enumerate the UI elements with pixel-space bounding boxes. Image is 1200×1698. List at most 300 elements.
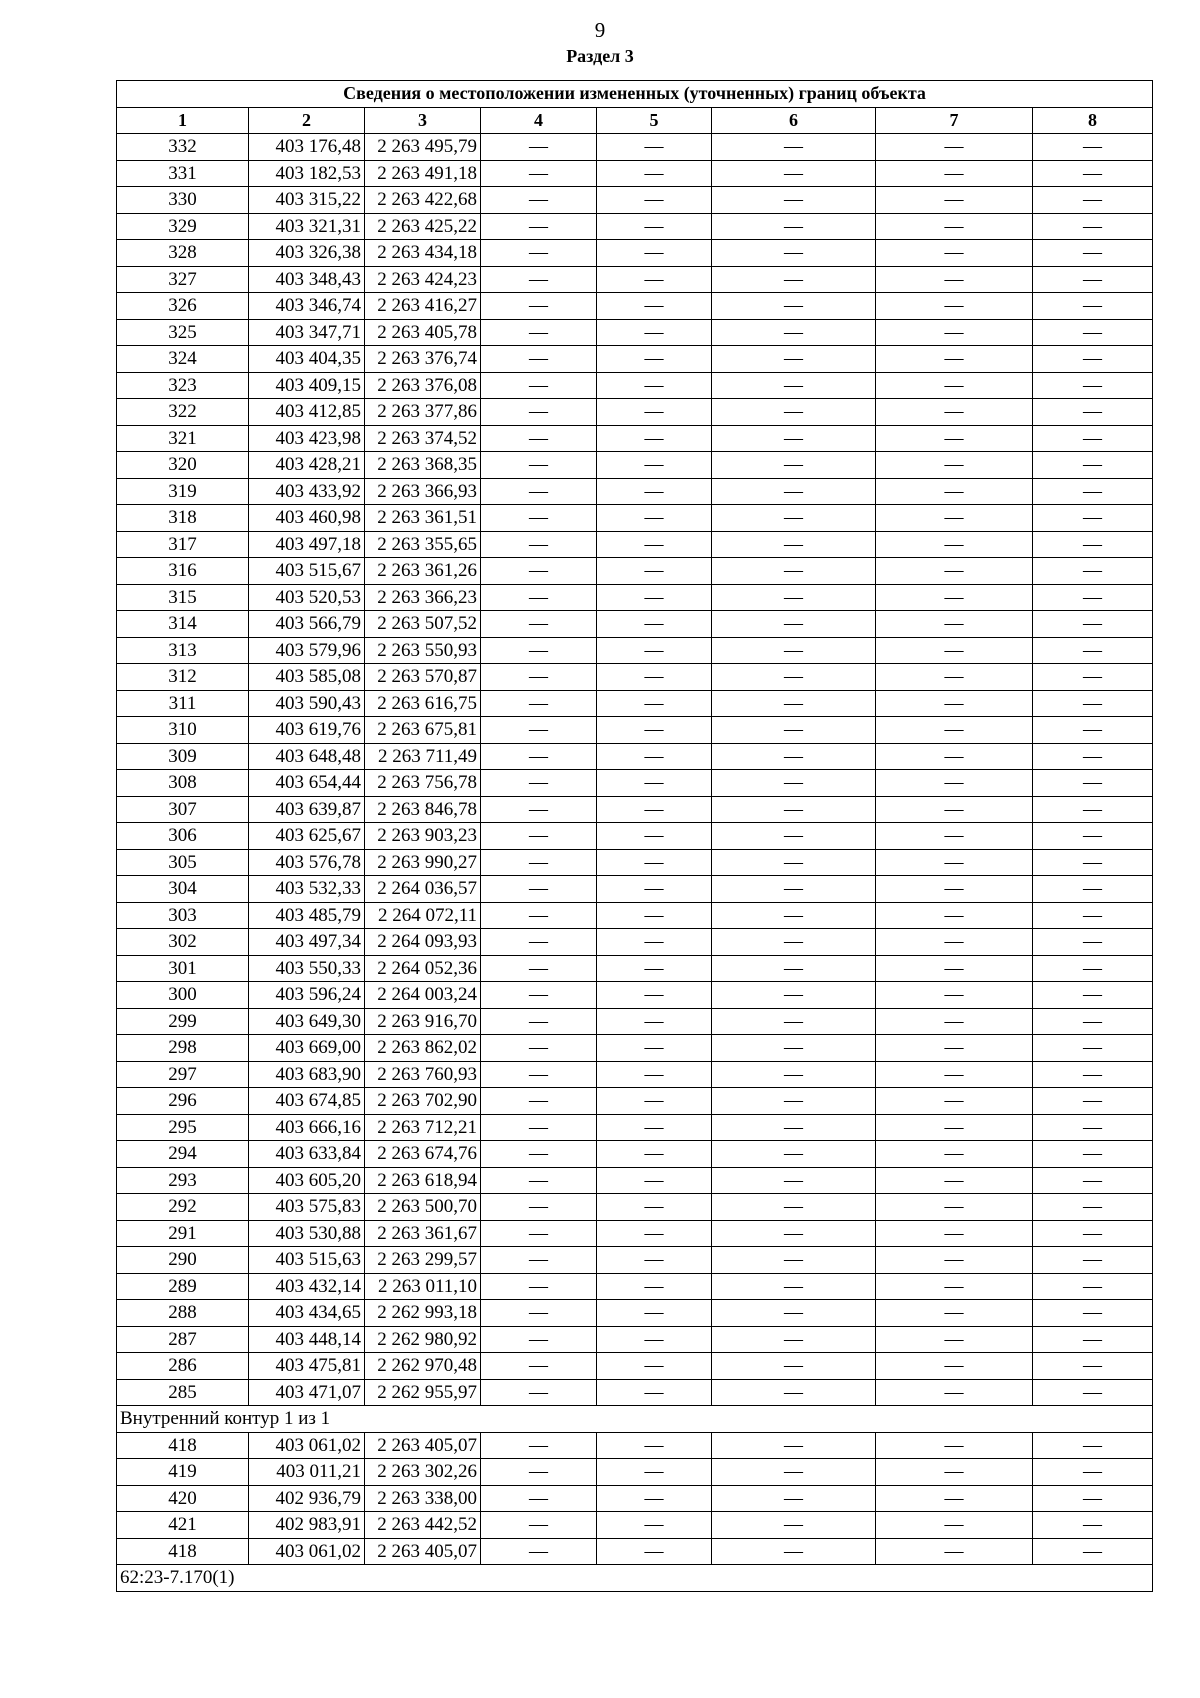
point-number-cell: 421: [117, 1512, 249, 1539]
empty-value-dash: —: [481, 876, 597, 903]
empty-value-dash: —: [712, 452, 876, 479]
empty-value-dash: —: [1033, 1061, 1153, 1088]
table-row: [117, 1167, 1153, 1194]
table-row: [117, 1432, 1153, 1459]
y-coordinate-cell: 2 263 374,52: [365, 425, 481, 452]
empty-value-dash: —: [597, 664, 712, 691]
empty-value-dash: —: [481, 770, 597, 797]
empty-value-dash: —: [481, 690, 597, 717]
y-coordinate-cell: 2 263 422,68: [365, 187, 481, 214]
point-number-cell: 301: [117, 955, 249, 982]
table-row: [117, 982, 1153, 1009]
point-number-cell: 327: [117, 266, 249, 293]
empty-value-dash: —: [1033, 372, 1153, 399]
empty-value-dash: —: [481, 505, 597, 532]
table-row: [117, 849, 1153, 876]
empty-value-dash: —: [481, 743, 597, 770]
empty-value-dash: —: [712, 982, 876, 1009]
y-coordinate-cell: 2 263 491,18: [365, 160, 481, 187]
empty-value-dash: —: [876, 1353, 1033, 1380]
empty-value-dash: —: [481, 213, 597, 240]
empty-value-dash: —: [712, 505, 876, 532]
y-coordinate-cell: 2 263 846,78: [365, 796, 481, 823]
table-row: [117, 1141, 1153, 1168]
empty-value-dash: —: [1033, 240, 1153, 267]
y-coordinate-cell: 2 263 425,22: [365, 213, 481, 240]
x-coordinate-cell: 403 633,84: [249, 1141, 365, 1168]
empty-value-dash: —: [481, 637, 597, 664]
column-number-row: [117, 107, 1153, 134]
empty-value-dash: —: [1033, 1326, 1153, 1353]
point-number-cell: 310: [117, 717, 249, 744]
column-number: 6: [712, 107, 876, 134]
point-number-cell: 325: [117, 319, 249, 346]
y-coordinate-cell: 2 263 377,86: [365, 399, 481, 426]
empty-value-dash: —: [1033, 1141, 1153, 1168]
empty-value-dash: —: [597, 293, 712, 320]
empty-value-dash: —: [1033, 796, 1153, 823]
empty-value-dash: —: [1033, 1512, 1153, 1539]
point-number-cell: 328: [117, 240, 249, 267]
table-row: [117, 584, 1153, 611]
empty-value-dash: —: [597, 1459, 712, 1486]
empty-value-dash: —: [712, 319, 876, 346]
table-row: [117, 1538, 1153, 1565]
x-coordinate-cell: 403 566,79: [249, 611, 365, 638]
point-number-cell: 308: [117, 770, 249, 797]
empty-value-dash: —: [597, 929, 712, 956]
empty-value-dash: —: [597, 1485, 712, 1512]
empty-value-dash: —: [1033, 929, 1153, 956]
point-number-cell: 326: [117, 293, 249, 320]
empty-value-dash: —: [712, 1379, 876, 1406]
empty-value-dash: —: [876, 452, 1033, 479]
x-coordinate-cell: 403 433,92: [249, 478, 365, 505]
point-number-cell: 322: [117, 399, 249, 426]
point-number-cell: 299: [117, 1008, 249, 1035]
empty-value-dash: —: [876, 531, 1033, 558]
empty-value-dash: —: [876, 1273, 1033, 1300]
y-coordinate-cell: 2 263 366,23: [365, 584, 481, 611]
empty-value-dash: —: [712, 266, 876, 293]
empty-value-dash: —: [876, 293, 1033, 320]
empty-value-dash: —: [712, 1061, 876, 1088]
empty-value-dash: —: [597, 690, 712, 717]
empty-value-dash: —: [481, 1379, 597, 1406]
empty-value-dash: —: [597, 849, 712, 876]
empty-value-dash: —: [1033, 823, 1153, 850]
empty-value-dash: —: [1033, 452, 1153, 479]
empty-value-dash: —: [712, 478, 876, 505]
empty-value-dash: —: [481, 240, 597, 267]
table-row: [117, 876, 1153, 903]
empty-value-dash: —: [1033, 1194, 1153, 1221]
table-row: [117, 1061, 1153, 1088]
empty-value-dash: —: [1033, 187, 1153, 214]
empty-value-dash: —: [597, 213, 712, 240]
column-number: 1: [117, 107, 249, 134]
x-coordinate-cell: 403 432,14: [249, 1273, 365, 1300]
point-number-cell: 307: [117, 796, 249, 823]
empty-value-dash: —: [481, 1088, 597, 1115]
empty-value-dash: —: [597, 902, 712, 929]
empty-value-dash: —: [481, 1194, 597, 1221]
y-coordinate-cell: 2 263 674,76: [365, 1141, 481, 1168]
empty-value-dash: —: [712, 690, 876, 717]
empty-value-dash: —: [712, 1008, 876, 1035]
empty-value-dash: —: [712, 1432, 876, 1459]
empty-value-dash: —: [876, 849, 1033, 876]
empty-value-dash: —: [876, 505, 1033, 532]
empty-value-dash: —: [481, 1485, 597, 1512]
empty-value-dash: —: [876, 1141, 1033, 1168]
empty-value-dash: —: [712, 664, 876, 691]
empty-value-dash: —: [481, 1220, 597, 1247]
point-number-cell: 297: [117, 1061, 249, 1088]
empty-value-dash: —: [597, 531, 712, 558]
point-number-cell: 314: [117, 611, 249, 638]
point-number-cell: 294: [117, 1141, 249, 1168]
x-coordinate-cell: 403 515,63: [249, 1247, 365, 1274]
empty-value-dash: —: [597, 1353, 712, 1380]
y-coordinate-cell: 2 263 376,74: [365, 346, 481, 373]
empty-value-dash: —: [1033, 425, 1153, 452]
point-number-cell: 321: [117, 425, 249, 452]
inner-contour-label: Внутренний контур 1 из 1: [117, 1406, 1153, 1433]
empty-value-dash: —: [597, 1512, 712, 1539]
column-number: 8: [1033, 107, 1153, 134]
x-coordinate-cell: 403 683,90: [249, 1061, 365, 1088]
x-coordinate-cell: 403 485,79: [249, 902, 365, 929]
y-coordinate-cell: 2 263 702,90: [365, 1088, 481, 1115]
x-coordinate-cell: 403 321,31: [249, 213, 365, 240]
point-number-cell: 289: [117, 1273, 249, 1300]
empty-value-dash: —: [481, 664, 597, 691]
empty-value-dash: —: [876, 134, 1033, 161]
empty-value-dash: —: [1033, 531, 1153, 558]
empty-value-dash: —: [876, 399, 1033, 426]
point-number-cell: 418: [117, 1432, 249, 1459]
table-row: [117, 743, 1153, 770]
y-coordinate-cell: 2 263 916,70: [365, 1008, 481, 1035]
empty-value-dash: —: [712, 1326, 876, 1353]
empty-value-dash: —: [876, 1220, 1033, 1247]
table-row: [117, 1247, 1153, 1274]
empty-value-dash: —: [597, 1379, 712, 1406]
x-coordinate-cell: 403 423,98: [249, 425, 365, 452]
point-number-cell: 311: [117, 690, 249, 717]
x-coordinate-cell: 403 497,34: [249, 929, 365, 956]
empty-value-dash: —: [712, 902, 876, 929]
x-coordinate-cell: 403 550,33: [249, 955, 365, 982]
page-number: 9: [594, 18, 606, 42]
empty-value-dash: —: [597, 1247, 712, 1274]
y-coordinate-cell: 2 263 711,49: [365, 743, 481, 770]
empty-value-dash: —: [876, 1379, 1033, 1406]
empty-value-dash: —: [876, 1247, 1033, 1274]
y-coordinate-cell: 2 263 361,67: [365, 1220, 481, 1247]
empty-value-dash: —: [481, 1167, 597, 1194]
empty-value-dash: —: [1033, 1538, 1153, 1565]
column-number: 3: [365, 107, 481, 134]
empty-value-dash: —: [1033, 664, 1153, 691]
point-number-cell: 302: [117, 929, 249, 956]
x-coordinate-cell: 403 061,02: [249, 1538, 365, 1565]
empty-value-dash: —: [481, 346, 597, 373]
empty-value-dash: —: [876, 558, 1033, 585]
empty-value-dash: —: [876, 478, 1033, 505]
table-row: [117, 1273, 1153, 1300]
x-coordinate-cell: 403 576,78: [249, 849, 365, 876]
y-coordinate-cell: 2 263 760,93: [365, 1061, 481, 1088]
empty-value-dash: —: [1033, 902, 1153, 929]
y-coordinate-cell: 2 263 302,26: [365, 1459, 481, 1486]
column-number: 5: [597, 107, 712, 134]
point-number-cell: 420: [117, 1485, 249, 1512]
empty-value-dash: —: [1033, 743, 1153, 770]
y-coordinate-cell: 2 264 072,11: [365, 902, 481, 929]
x-coordinate-cell: 403 428,21: [249, 452, 365, 479]
table-row: [117, 425, 1153, 452]
y-coordinate-cell: 2 263 903,23: [365, 823, 481, 850]
x-coordinate-cell: 403 409,15: [249, 372, 365, 399]
x-coordinate-cell: 403 475,81: [249, 1353, 365, 1380]
empty-value-dash: —: [876, 1088, 1033, 1115]
inner-contour-label-row: [117, 1406, 1153, 1433]
empty-value-dash: —: [481, 1300, 597, 1327]
point-number-cell: 285: [117, 1379, 249, 1406]
empty-value-dash: —: [876, 664, 1033, 691]
table-row: [117, 770, 1153, 797]
y-coordinate-cell: 2 263 366,93: [365, 478, 481, 505]
empty-value-dash: —: [712, 425, 876, 452]
point-number-cell: 303: [117, 902, 249, 929]
x-coordinate-cell: 403 625,67: [249, 823, 365, 850]
table-row: [117, 1088, 1153, 1115]
y-coordinate-cell: 2 262 993,18: [365, 1300, 481, 1327]
empty-value-dash: —: [597, 1008, 712, 1035]
empty-value-dash: —: [597, 823, 712, 850]
empty-value-dash: —: [481, 266, 597, 293]
y-coordinate-cell: 2 263 500,70: [365, 1194, 481, 1221]
empty-value-dash: —: [876, 213, 1033, 240]
table-row: [117, 611, 1153, 638]
point-number-cell: 324: [117, 346, 249, 373]
empty-value-dash: —: [712, 1194, 876, 1221]
empty-value-dash: —: [597, 319, 712, 346]
table-row: [117, 1008, 1153, 1035]
x-coordinate-cell: 403 347,71: [249, 319, 365, 346]
empty-value-dash: —: [1033, 876, 1153, 903]
empty-value-dash: —: [876, 346, 1033, 373]
x-coordinate-cell: 403 654,44: [249, 770, 365, 797]
point-number-cell: 323: [117, 372, 249, 399]
empty-value-dash: —: [597, 346, 712, 373]
x-coordinate-cell: 403 448,14: [249, 1326, 365, 1353]
empty-value-dash: —: [597, 584, 712, 611]
empty-value-dash: —: [876, 611, 1033, 638]
empty-value-dash: —: [1033, 955, 1153, 982]
x-coordinate-cell: 403 520,53: [249, 584, 365, 611]
empty-value-dash: —: [597, 425, 712, 452]
empty-value-dash: —: [481, 1538, 597, 1565]
table-title-row: [117, 81, 1153, 108]
empty-value-dash: —: [876, 902, 1033, 929]
point-number-cell: 293: [117, 1167, 249, 1194]
y-coordinate-cell: 2 263 361,26: [365, 558, 481, 585]
empty-value-dash: —: [1033, 505, 1153, 532]
empty-value-dash: —: [876, 187, 1033, 214]
empty-value-dash: —: [597, 955, 712, 982]
empty-value-dash: —: [876, 982, 1033, 1009]
x-coordinate-cell: 403 497,18: [249, 531, 365, 558]
point-number-cell: 295: [117, 1114, 249, 1141]
y-coordinate-cell: 2 263 405,07: [365, 1432, 481, 1459]
x-coordinate-cell: 403 619,76: [249, 717, 365, 744]
y-coordinate-cell: 2 263 361,51: [365, 505, 481, 532]
y-coordinate-cell: 2 263 675,81: [365, 717, 481, 744]
empty-value-dash: —: [712, 1512, 876, 1539]
empty-value-dash: —: [481, 1008, 597, 1035]
empty-value-dash: —: [481, 849, 597, 876]
empty-value-dash: —: [1033, 1485, 1153, 1512]
x-coordinate-cell: 403 176,48: [249, 134, 365, 161]
empty-value-dash: —: [597, 558, 712, 585]
point-number-cell: 418: [117, 1538, 249, 1565]
y-coordinate-cell: 2 263 495,79: [365, 134, 481, 161]
empty-value-dash: —: [876, 637, 1033, 664]
empty-value-dash: —: [597, 240, 712, 267]
empty-value-dash: —: [1033, 690, 1153, 717]
empty-value-dash: —: [1033, 293, 1153, 320]
empty-value-dash: —: [481, 425, 597, 452]
y-coordinate-cell: 2 262 970,48: [365, 1353, 481, 1380]
empty-value-dash: —: [1033, 770, 1153, 797]
table-row: [117, 213, 1153, 240]
empty-value-dash: —: [712, 1353, 876, 1380]
empty-value-dash: —: [876, 1167, 1033, 1194]
empty-value-dash: —: [1033, 1432, 1153, 1459]
table-row: [117, 266, 1153, 293]
empty-value-dash: —: [712, 293, 876, 320]
table-row: [117, 955, 1153, 982]
column-number: 2: [249, 107, 365, 134]
y-coordinate-cell: 2 263 442,52: [365, 1512, 481, 1539]
x-coordinate-cell: 403 649,30: [249, 1008, 365, 1035]
point-number-cell: 287: [117, 1326, 249, 1353]
table-row: [117, 505, 1153, 532]
empty-value-dash: —: [876, 1538, 1033, 1565]
empty-value-dash: —: [597, 505, 712, 532]
table-row: [117, 637, 1153, 664]
empty-value-dash: —: [876, 1035, 1033, 1062]
y-coordinate-cell: 2 263 756,78: [365, 770, 481, 797]
x-coordinate-cell: 403 575,83: [249, 1194, 365, 1221]
empty-value-dash: —: [1033, 1300, 1153, 1327]
empty-value-dash: —: [481, 611, 597, 638]
empty-value-dash: —: [712, 1220, 876, 1247]
empty-value-dash: —: [876, 1432, 1033, 1459]
x-coordinate-cell: 403 348,43: [249, 266, 365, 293]
point-number-cell: 286: [117, 1353, 249, 1380]
x-coordinate-cell: 403 579,96: [249, 637, 365, 664]
column-number: 7: [876, 107, 1033, 134]
empty-value-dash: —: [1033, 611, 1153, 638]
empty-value-dash: —: [712, 770, 876, 797]
x-coordinate-cell: 403 648,48: [249, 743, 365, 770]
empty-value-dash: —: [712, 1485, 876, 1512]
empty-value-dash: —: [597, 478, 712, 505]
y-coordinate-cell: 2 264 093,93: [365, 929, 481, 956]
empty-value-dash: —: [876, 1326, 1033, 1353]
point-number-cell: 331: [117, 160, 249, 187]
y-coordinate-cell: 2 263 376,08: [365, 372, 481, 399]
point-number-cell: 316: [117, 558, 249, 585]
x-coordinate-cell: 403 182,53: [249, 160, 365, 187]
empty-value-dash: —: [597, 637, 712, 664]
table-row: [117, 478, 1153, 505]
empty-value-dash: —: [1033, 1353, 1153, 1380]
empty-value-dash: —: [1033, 134, 1153, 161]
point-number-cell: 288: [117, 1300, 249, 1327]
y-coordinate-cell: 2 264 036,57: [365, 876, 481, 903]
x-coordinate-cell: 402 983,91: [249, 1512, 365, 1539]
empty-value-dash: —: [1033, 1035, 1153, 1062]
boundary-coordinates-table: [116, 80, 1153, 1592]
empty-value-dash: —: [597, 187, 712, 214]
empty-value-dash: —: [1033, 1273, 1153, 1300]
x-coordinate-cell: 403 326,38: [249, 240, 365, 267]
empty-value-dash: —: [876, 425, 1033, 452]
empty-value-dash: —: [597, 266, 712, 293]
y-coordinate-cell: 2 263 424,23: [365, 266, 481, 293]
empty-value-dash: —: [597, 1088, 712, 1115]
empty-value-dash: —: [1033, 213, 1153, 240]
empty-value-dash: —: [712, 637, 876, 664]
y-coordinate-cell: 2 263 990,27: [365, 849, 481, 876]
table-row: [117, 1035, 1153, 1062]
empty-value-dash: —: [481, 823, 597, 850]
empty-value-dash: —: [876, 1485, 1033, 1512]
empty-value-dash: —: [597, 452, 712, 479]
point-number-cell: 332: [117, 134, 249, 161]
y-coordinate-cell: 2 263 299,57: [365, 1247, 481, 1274]
table-row: [117, 664, 1153, 691]
empty-value-dash: —: [876, 1061, 1033, 1088]
empty-value-dash: —: [712, 1247, 876, 1274]
x-coordinate-cell: 403 412,85: [249, 399, 365, 426]
empty-value-dash: —: [712, 823, 876, 850]
y-coordinate-cell: 2 263 570,87: [365, 664, 481, 691]
empty-value-dash: —: [712, 160, 876, 187]
point-number-cell: 292: [117, 1194, 249, 1221]
point-number-cell: 320: [117, 452, 249, 479]
empty-value-dash: —: [712, 372, 876, 399]
table-row: [117, 531, 1153, 558]
empty-value-dash: —: [597, 611, 712, 638]
empty-value-dash: —: [876, 743, 1033, 770]
empty-value-dash: —: [597, 1273, 712, 1300]
empty-value-dash: —: [876, 1008, 1033, 1035]
empty-value-dash: —: [876, 876, 1033, 903]
empty-value-dash: —: [1033, 558, 1153, 585]
y-coordinate-cell: 2 262 955,97: [365, 1379, 481, 1406]
empty-value-dash: —: [597, 743, 712, 770]
empty-value-dash: —: [597, 1300, 712, 1327]
empty-value-dash: —: [876, 955, 1033, 982]
table-row: [117, 1220, 1153, 1247]
empty-value-dash: —: [712, 584, 876, 611]
